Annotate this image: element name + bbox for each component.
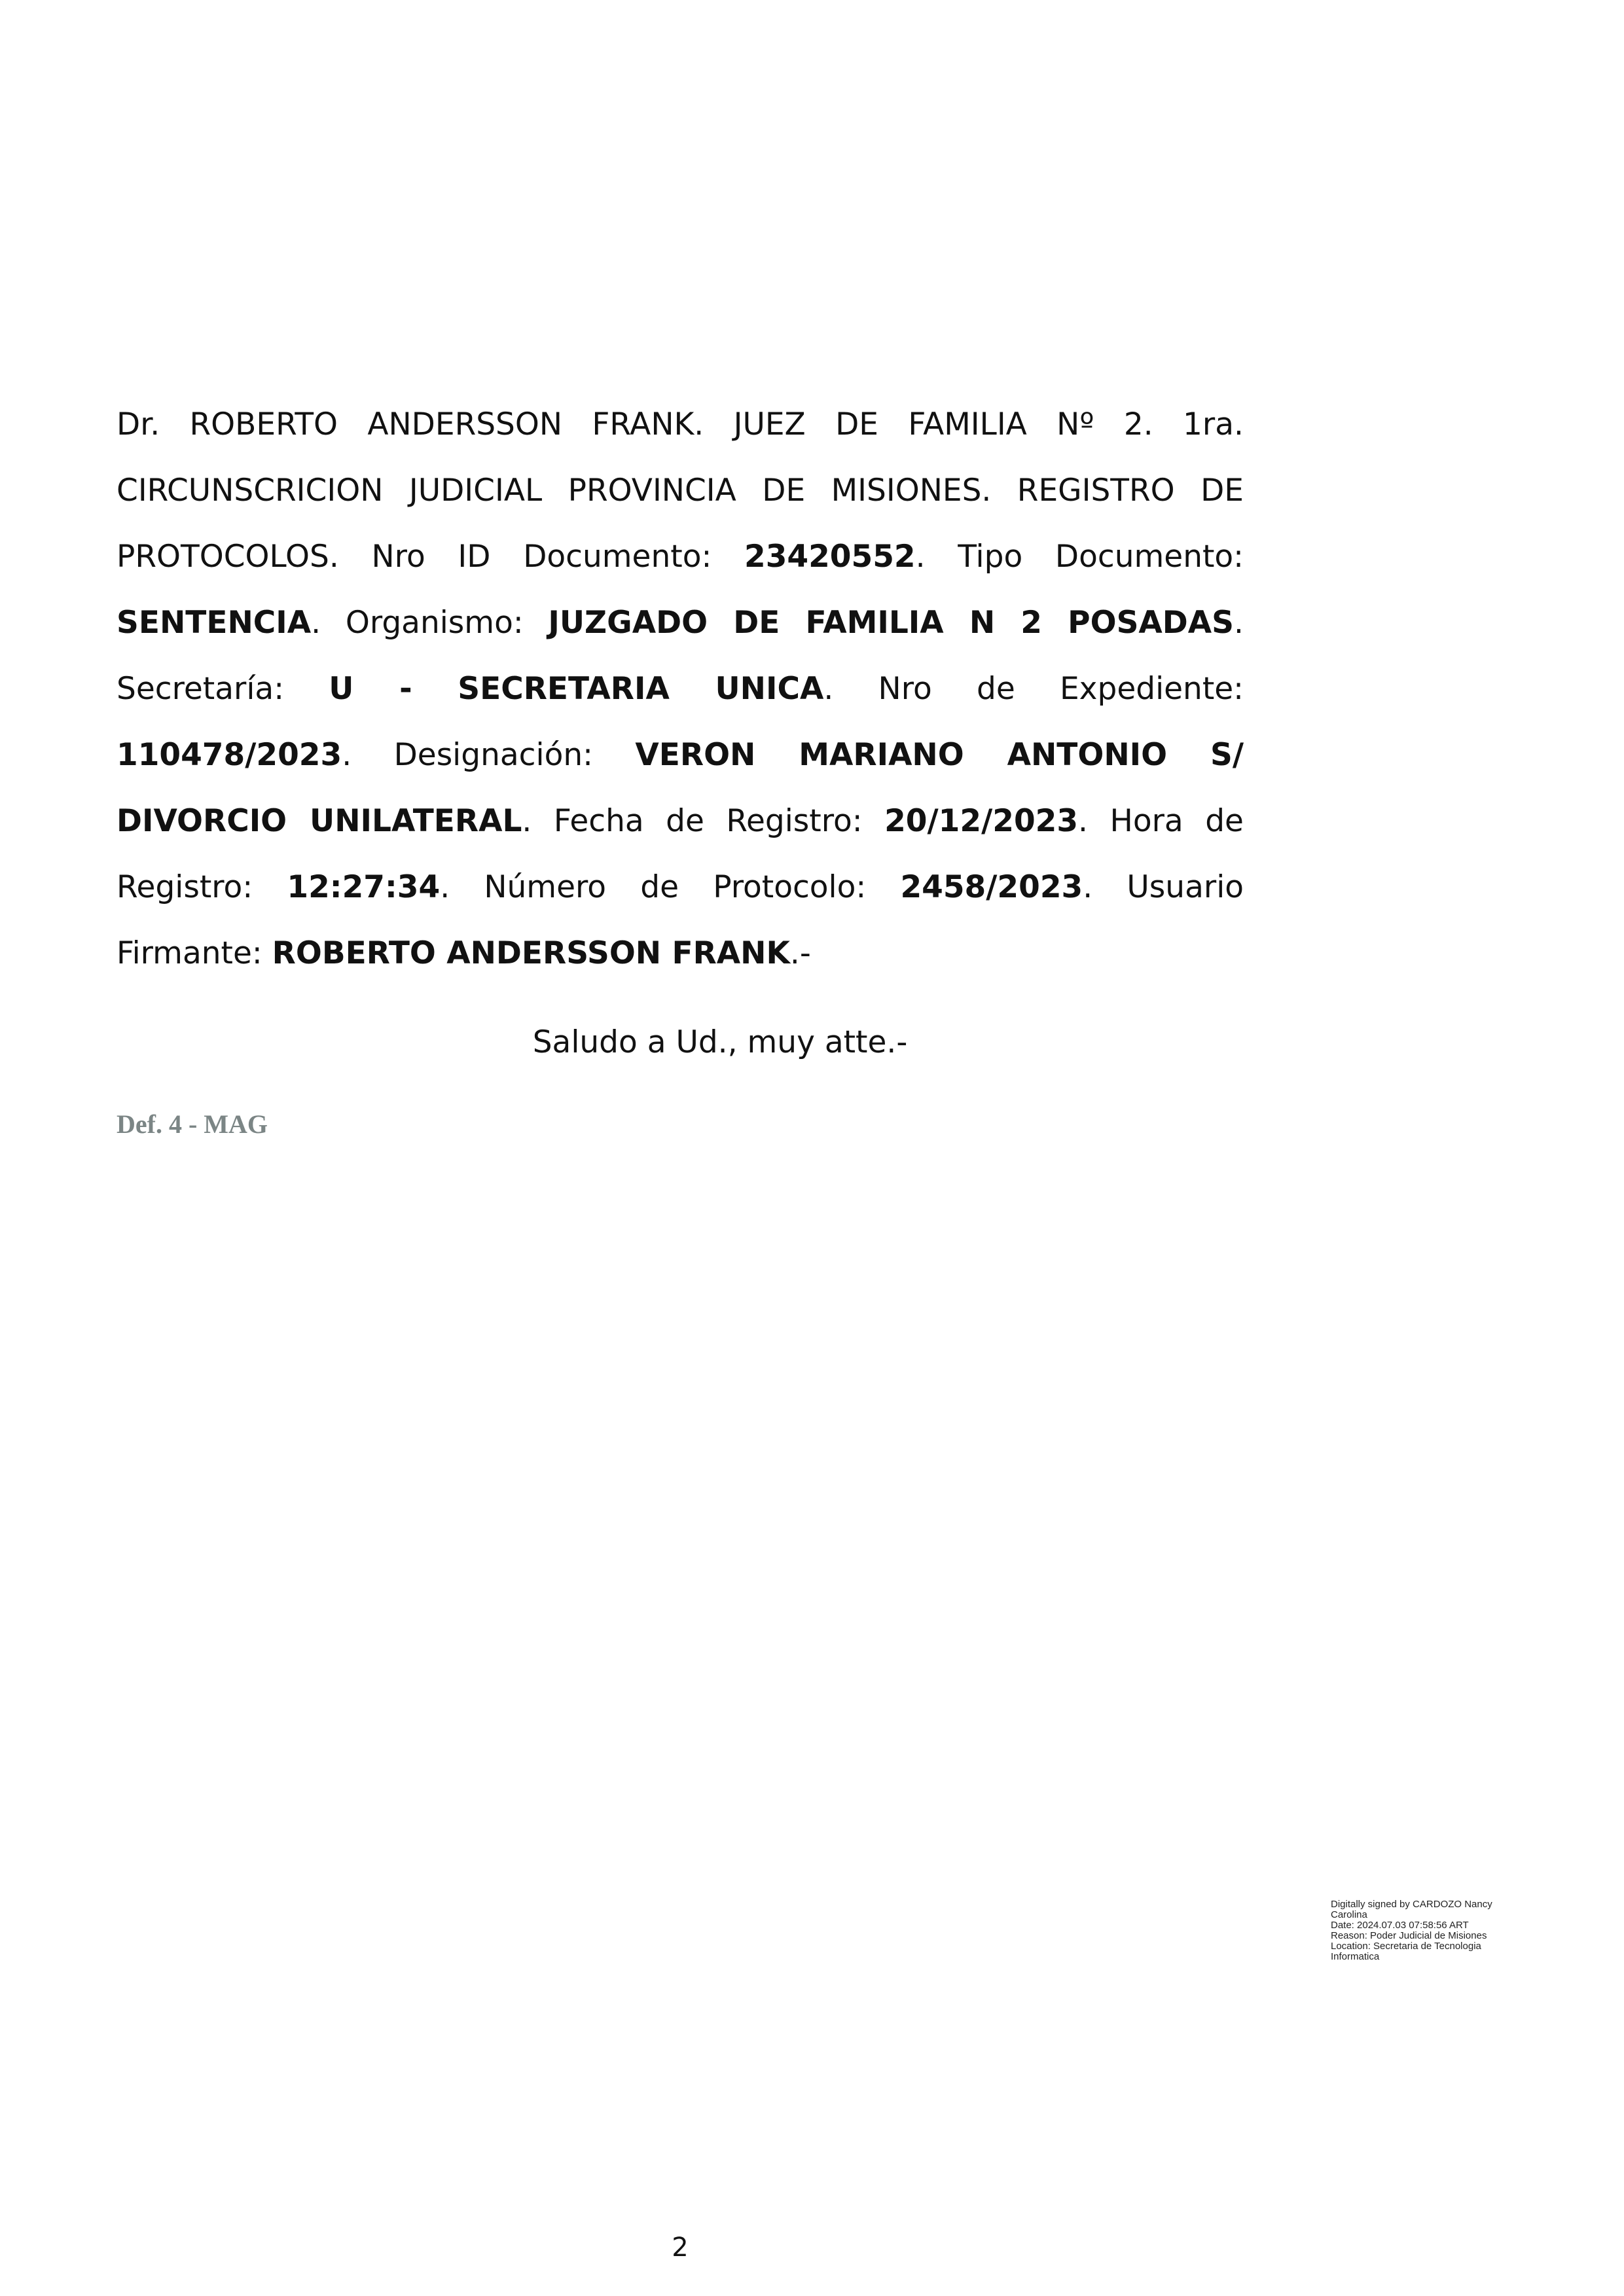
closing-greeting: Saludo a Ud., muy atte.- [532,1024,908,1060]
reference-code: Def. 4 - MAG [117,1109,268,1139]
registry-paragraph [117,391,1244,986]
text-segment: . Usuario Firmante: [117,869,1244,971]
digital-signature-block [1331,1899,1527,1962]
signature-line: Location: Secretaria de Tecnologia [1331,1941,1481,1952]
signing-user: ROBERTO ANDERSSON FRANK [272,935,790,971]
text-segment: . Nro de Expediente: [823,671,1244,707]
document-id: 23420552 [744,539,916,575]
registry-time: 12:27:34 [287,869,441,905]
signature-line: Digitally signed by CARDOZO Nancy [1331,1899,1492,1910]
case-designation: VERON MARIANO ANTONIO S/ DIVORCIO UNILATERAL [117,737,1244,839]
signature-line: Informatica [1331,1951,1380,1962]
text-segment: . Organismo: [311,605,549,641]
signature-line: Date: 2024.07.03 07:58:56 ART [1331,1920,1469,1931]
page-number: 2 [672,2233,689,2263]
signature-line: Carolina [1331,1909,1367,1920]
organism: JUZGADO DE FAMILIA N 2 POSADAS [548,605,1235,641]
text-segment: . Secretaría: [117,605,1244,707]
text-segment: . Tipo Documento: [915,539,1244,575]
registry-date: 20/12/2023 [884,803,1079,839]
text-segment: . Número de Protocolo: [440,869,901,905]
text-segment: . Fecha de Registro: [522,803,885,839]
text-segment: .- [789,935,811,971]
signature-line: Reason: Poder Judicial de Misiones [1331,1930,1487,1941]
text-segment: Dr. ROBERTO ANDERSSON FRANK. JUEZ DE FAMILIA Nº 2. 1ra. CIRCUNSCRICION JUDICIAL PROVINCIA DE MISIONES. REGISTRO DE PROTOCOLOS. Nro ID Documento: [117,406,1244,575]
case-number: 110478/2023 [117,737,342,773]
text-segment: . Hora de Registro: [117,803,1244,905]
secretariat: U - SECRETARIA UNICA [329,671,824,707]
document-type: SENTENCIA [117,605,312,641]
protocol-number: 2458/2023 [900,869,1083,905]
text-segment: . Designación: [342,737,636,773]
